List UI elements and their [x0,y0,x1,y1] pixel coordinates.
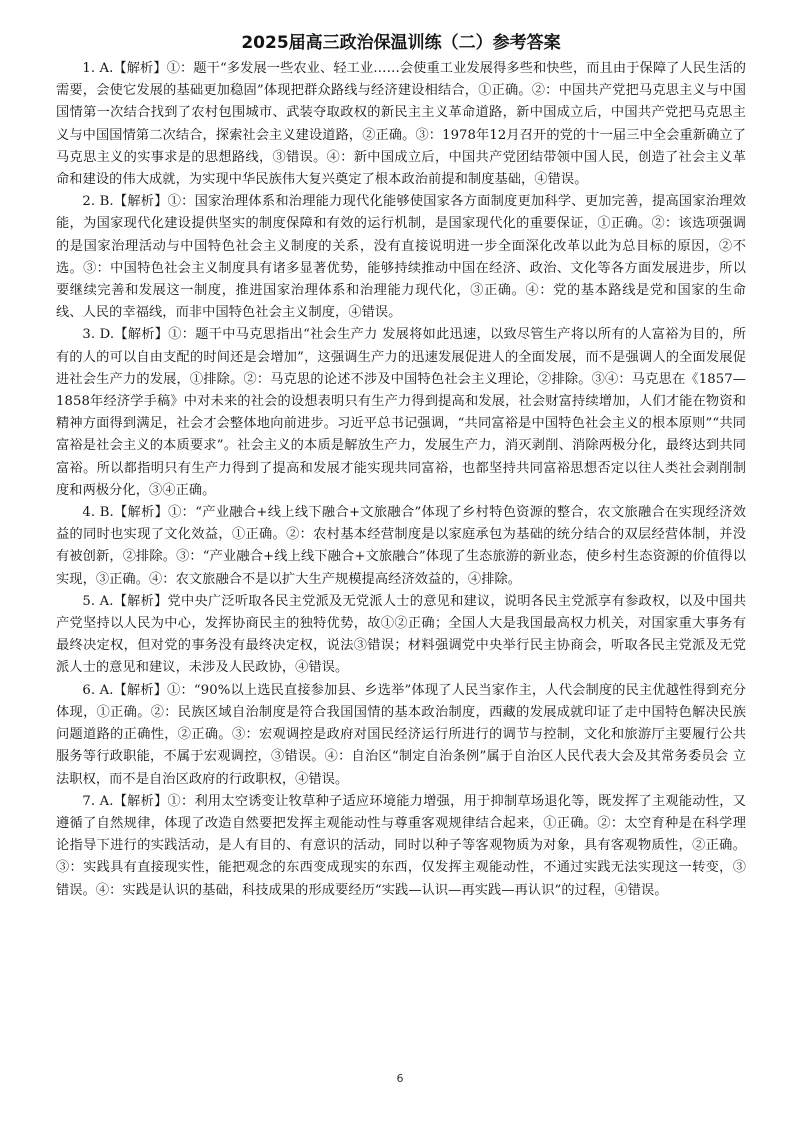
answer-explanation: ①：题干“多发展一些农业、轻工业……会使重工业发展得多些和快些，而且由于保障了人民生活的需要，会使它发展的基础更加稳固”体现把群众路线与经济建设相结合，①正确。②：中国共产党把马克思主义与中国国情第一次结合找到了农村包围城市、武装夺取政权的新民主主义革命道路，新中国成立后，中国共产党把马克思主义与中国国情第二次结合，探索社会主义建设道路，②正确。③：1978年12月召开的党的十一届三中全会重新确立了马克思主义的实事求是的思想路线，③错误。④：新中国成立后，中国共产党团结带领中国人民，创造了社会主义革命和建设的伟大成就，为实现中华民族伟大复兴奠定了根本政治前提和制度基础，④错误。 [56,61,747,188]
answer-item-3 [56,324,746,502]
answer-explanation: ①：国家治理体系和治理能力现代化能够使国家各方面制度更加科学、更加完善，提高国家治理效能，为国家现代化建设提供坚实的制度保障和有效的运行机制，是国家现代化的重要保证，①正确。②：该选项强调的是国家治理活动与中国特色社会主义制度的关系，没有直接说明进一步全面深化改革以此为总目标的原因，②不选。③：中国特色社会主义制度具有诸多显著优势，能够持续推动中国在经济、政治、文化等各方面发展进步，所以要继续完善和发展这一制度，推进国家治理体系和治理能力现代化，③正确。④：党的基本路线是党和国家的生命线、人民的幸福线，而非中国特色社会主义制度，④错误。 [56,194,747,321]
answer-item-5 [56,591,746,680]
answer-item-6 [56,680,746,791]
page-title: 2025届高三政治保温训练（二）参考答案 [241,33,561,53]
answer-explanation: ①：利用太空诱变让牧草种子适应环境能力增强，用于抑制草场退化等，既发挥了主观能动性，又遵循了自然规律，体现了改造自然要把发挥主观能动性与尊重客观规律结合起来，①正确。②：太空育种是在科学理论指导下进行的实践活动，是人有目的、有意识的活动，同时以种子等客观物质为对象，具有客观物质性，②正确。③：实践具有直接现实性，能把观念的东西变成现实的东西，仅发挥主观能动性，不通过实践无法实现这一转变，③错误。④：实践是认识的基础，科技成果的形成要经历“实践—认识—再实践—再认识”的过程，④错误。 [56,793,747,898]
answer-explanation: ①：“90%以上选民直接参加县、乡选举”体现了人民当家作主，人代会制度的民主优越性得到充分体现，①正确。②：民族区域自治制度是符合我国国情的基本政治制度，西藏的发展成就印证了走中国特色解决民族问题道路的正确性，②正确。③：宏观调控是政府对国民经济运行所进行的调节与控制，文化和旅游厅主要履行公共服务等行政职能，不属于宏观调控，③错误。④：自治区“制定自治条例”属于自治区人民代表大会及其常务委员会 立法职权，而不是自治区政府的行政职权，④错误。 [56,682,747,787]
answer-item-1 [56,58,746,191]
answer-label: 1. A.【解析】 [82,61,167,76]
answer-item-2 [56,191,746,324]
answer-item-7 [56,791,746,902]
answer-explanation: ①：题干中马克思指出“社会生产力 发展将如此迅速，以致尽管生产将以所有的人富裕为目的，所有的人的可以自由支配的时间还是会增加”，这强调生产力的迅速发展促进人的全面发展，而不是强调人的全面发展促进社会生产力的发展，①排除。②：马克思的论述不涉及中国特色社会主义理论，②排除。③④：马克思在《1857—1858年经济学手稿》中对未来的社会的设想表明只有生产力得到提高和发展，社会财富持续增加，人们才能在物资和精神方面得到满足，社会才会整体地向前进步。习近平总书记强调，“共同富裕是中国特色社会主义的根本原则”“共同富裕是社会主义的本质要求”。社会主义的本质是解放生产力，发展生产力，消灭剥削、消除两极分化，最终达到共同富裕。所以都指明只有生产力得到了提高和发展才能实现共同富裕，也都坚持共同富裕思想否定以往人类社会剥削制度和两极分化，③④正确。 [56,327,746,498]
answer-explanation: 党中央广泛听取各民主党派及无党派人士的意见和建议，说明各民主党派享有参政权，以及中国共产党坚持以人民为中心，发挥协商民主的独特优势，故①②正确；全国人大是我国最高权力机关，对国家重大事务有最终决定权，但对党的事务没有最终决定权，说法③错误；材料强调党中央举行民主协商会，听取各民主党派及无党派人士的意见和建议，未涉及人民政协，④错误。 [56,593,747,676]
answer-label: 5. A.【解析】 [82,593,168,609]
answer-label: 6. A.【解析】 [82,682,168,698]
answer-explanation: ①：“产业融合+线上线下融合+文旅融合”体现了乡村特色资源的整合，农文旅融合在实现经济效益的同时也实现了文化效益，①正确。②：农村基本经营制度是以家庭承包为基础的统分结合的双层经营体制，并没有被创新，②排除。③：“产业融合+线上线下融合+文旅融合”体现了生态旅游的新业态，使乡村生态资源的价值得以实现，③正确。④：农文旅融合不是以扩大生产规模提高经济效益的，④排除。 [56,505,747,587]
answer-label: 4. B.【解析】 [82,505,169,521]
answer-label: 7. A.【解析】 [82,793,168,809]
answer-label: 2. B.【解析】 [82,194,168,210]
page-number: 6 [396,1072,404,1085]
answer-item-4 [56,502,746,591]
answer-label: 3. D.【解析】 [82,327,169,343]
